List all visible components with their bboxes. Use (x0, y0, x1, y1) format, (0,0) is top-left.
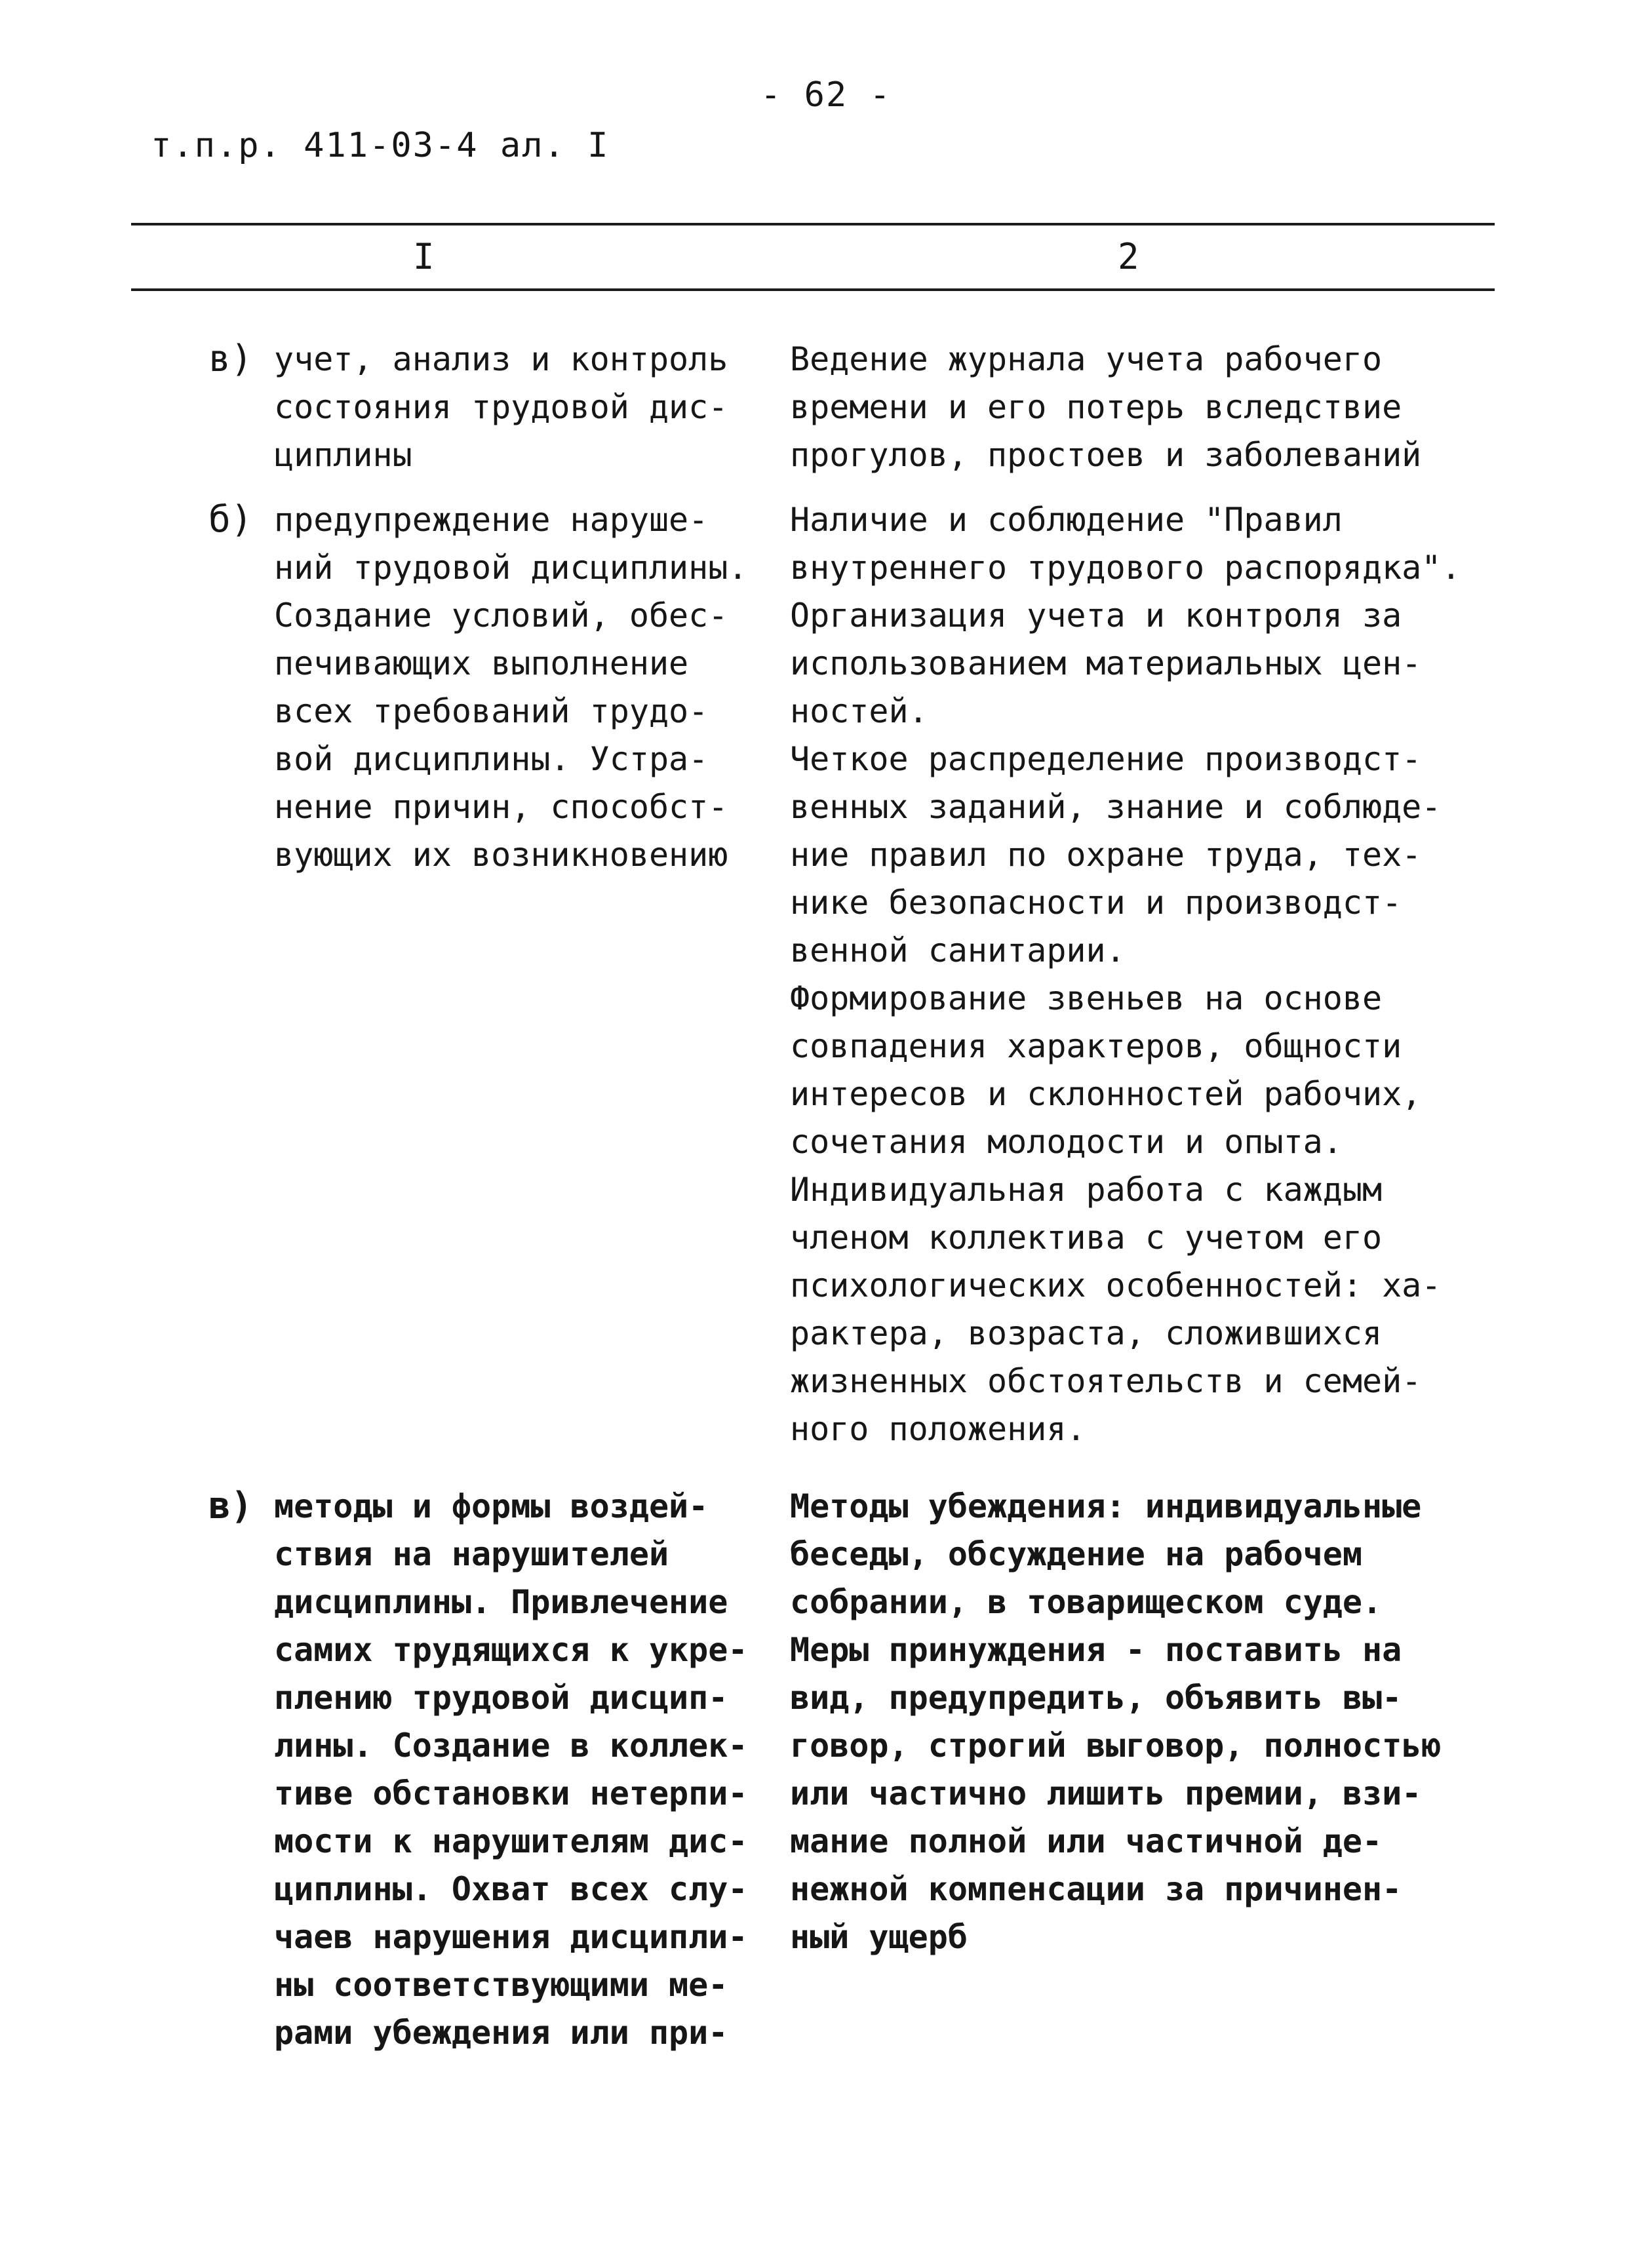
row-measures: Ведение журнала учета рабочего времени и его потерь вследствие прогулов, простоев и заболеваний (790, 340, 1422, 474)
column-header-1: I (413, 236, 435, 277)
row-topic: методы и формы воздей- ствия на нарушителей дисциплины. Привлечение самих трудящихся к укре- плению трудовой дисцип- лины. Создание в коллек- тиве обстановки нетерпи- мости к нарушителям дис- циплины. Охват всех слу- чаев нарушения дисципли- ны соответствующими ме- рами убеждения или при- (274, 1487, 748, 2052)
table-header-rule (131, 288, 1495, 291)
table-top-rule (131, 223, 1495, 225)
column-header-2: 2 (1118, 236, 1139, 277)
row-marker: в) (208, 338, 253, 380)
row-measures: Методы убеждения: индивидуальные беседы, обсуждение на рабочем собрании, в товарищеском суде. Меры принуждения - поставить на вид, предупредить, объявить вы- говор, строгий выговор, полностью или частично лишить премии, взи- мание полной или частичной де- нежной компенсации за причинен- ный ущерб (790, 1487, 1442, 1956)
row-marker: в) (208, 1485, 253, 1527)
row-measures: Наличие и соблюдение "Правил внутреннего трудового распорядка". Организация учета и контроля за использованием материальных цен- ностей. Четкое распределение производст- венных заданий, знание и соблюде- ние правил по охране труда, тех- нике безопасности и производст- венной санитарии. Формирование звеньев на основе совпадения характеров, общности интересов и склонностей рабочих, сочетания молодости и опыта. Индивидуальная работа с каждым членом коллектива с учетом его психологических особенностей: ха- рактера, возраста, сложившихся жизненных обстоятельств и семей- ного положения. (790, 501, 1461, 1448)
document-code: т.п.р. 411-03-4 ал. I (151, 126, 610, 165)
row-marker: б) (208, 498, 253, 541)
row-topic: предупреждение наруше- ний трудовой дисциплины. Создание условий, обес- печивающих выполнение всех требований трудо- вой дисциплины. Устра- нение причин, способст- вующих их возникновению (274, 501, 748, 874)
row-topic: учет, анализ и контроль состояния трудовой дис- циплины (274, 340, 728, 474)
page-number: - 62 - (760, 75, 892, 115)
